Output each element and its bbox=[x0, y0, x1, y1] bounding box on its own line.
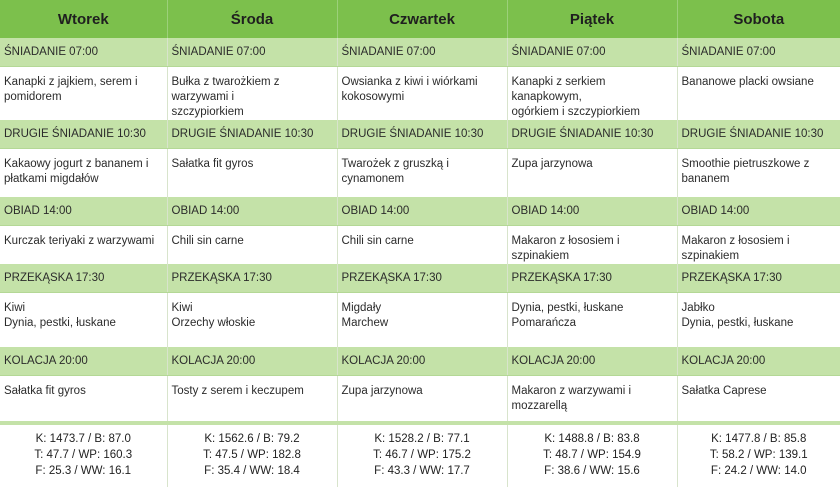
dish-cell bbox=[337, 226, 507, 265]
dish-row bbox=[0, 226, 840, 265]
dish-line: Marchew bbox=[342, 316, 507, 331]
day-header: Piątek bbox=[507, 0, 677, 38]
dish-line: Migdały bbox=[342, 301, 507, 316]
nutrition-row bbox=[0, 425, 840, 487]
meal-label: ŚNIADANIE 07:00 bbox=[507, 38, 677, 67]
dish-cell bbox=[0, 67, 167, 121]
meal-label: OBIAD 14:00 bbox=[167, 197, 337, 226]
nutrition-line: T: 47.5 / WP: 182.8 bbox=[168, 447, 337, 463]
dish-cell bbox=[337, 293, 507, 348]
meal-label: DRUGIE ŚNIADANIE 10:30 bbox=[507, 120, 677, 149]
dish-row bbox=[0, 376, 840, 422]
day-header-row bbox=[0, 0, 840, 38]
nutrition-line: F: 43.3 / WW: 17.7 bbox=[338, 463, 507, 479]
dish-line: Jabłko bbox=[682, 301, 840, 316]
meal-label: PRZEKĄSKA 17:30 bbox=[167, 264, 337, 293]
dish-cell bbox=[677, 67, 840, 121]
dish-line: Owsianka z kiwi i wiórkami bbox=[342, 75, 507, 90]
meal-label: ŚNIADANIE 07:00 bbox=[0, 38, 167, 67]
day-header: Czwartek bbox=[337, 0, 507, 38]
meal-label: DRUGIE ŚNIADANIE 10:30 bbox=[677, 120, 840, 149]
meal-label: OBIAD 14:00 bbox=[337, 197, 507, 226]
dish-line: Zupa jarzynowa bbox=[512, 157, 677, 172]
meal-label: KOLACJA 20:00 bbox=[167, 347, 337, 376]
nutrition-line: F: 24.2 / WW: 14.0 bbox=[678, 463, 840, 479]
meal-label: ŚNIADANIE 07:00 bbox=[677, 38, 840, 67]
dish-cell bbox=[507, 149, 677, 198]
dish-line: Sałatka fit gyros bbox=[172, 157, 337, 172]
nutrition-line: T: 46.7 / WP: 175.2 bbox=[338, 447, 507, 463]
meal-label: PRZEKĄSKA 17:30 bbox=[337, 264, 507, 293]
dish-line: Chili sin carne bbox=[172, 234, 337, 249]
dish-line: Bułka z twarożkiem z warzywami i bbox=[172, 75, 337, 105]
day-header: Środa bbox=[167, 0, 337, 38]
dish-cell bbox=[0, 293, 167, 348]
dish-line: pomidorem bbox=[4, 90, 167, 105]
dish-cell bbox=[337, 67, 507, 121]
dish-line: ogórkiem i szczypiorkiem bbox=[512, 105, 677, 120]
meal-label: ŚNIADANIE 07:00 bbox=[167, 38, 337, 67]
dish-line: Sałatka fit gyros bbox=[4, 384, 167, 399]
dish-cell bbox=[167, 376, 337, 422]
nutrition-line: F: 25.3 / WW: 16.1 bbox=[0, 463, 167, 479]
meal-label-row bbox=[0, 197, 840, 226]
dish-line: Smoothie pietruszkowe z bananem bbox=[682, 157, 840, 187]
meal-label: KOLACJA 20:00 bbox=[507, 347, 677, 376]
dish-cell bbox=[167, 67, 337, 121]
dish-line: Twarożek z gruszką i cynamonem bbox=[342, 157, 507, 187]
dish-line: Makaron z warzywami i mozzarellą bbox=[512, 384, 677, 414]
dish-line: Makaron z łososiem i szpinakiem bbox=[682, 234, 840, 264]
dish-line: Tosty z serem i keczupem bbox=[172, 384, 337, 399]
meal-label: DRUGIE ŚNIADANIE 10:30 bbox=[0, 120, 167, 149]
dish-row bbox=[0, 293, 840, 348]
dish-cell bbox=[677, 149, 840, 198]
meal-label: PRZEKĄSKA 17:30 bbox=[677, 264, 840, 293]
day-header: Sobota bbox=[677, 0, 840, 38]
dish-cell bbox=[0, 226, 167, 265]
meal-label-row bbox=[0, 347, 840, 376]
nutrition-line: F: 35.4 / WW: 18.4 bbox=[168, 463, 337, 479]
dish-cell bbox=[507, 67, 677, 121]
meal-label-row bbox=[0, 38, 840, 67]
nutrition-cell bbox=[337, 425, 507, 487]
dish-line: Dynia, pestki, łuskane bbox=[682, 316, 840, 331]
dish-line: Zupa jarzynowa bbox=[342, 384, 507, 399]
dish-cell bbox=[337, 149, 507, 198]
nutrition-cell bbox=[0, 425, 167, 487]
nutrition-line: K: 1477.8 / B: 85.8 bbox=[678, 431, 840, 447]
dish-cell bbox=[507, 226, 677, 265]
nutrition-line: F: 38.6 / WW: 15.6 bbox=[508, 463, 677, 479]
day-header: Wtorek bbox=[0, 0, 167, 38]
dish-cell bbox=[0, 149, 167, 198]
dish-line: Dynia, pestki, łuskane bbox=[512, 301, 677, 316]
nutrition-line: K: 1473.7 / B: 87.0 bbox=[0, 431, 167, 447]
meal-label: OBIAD 14:00 bbox=[507, 197, 677, 226]
dish-row bbox=[0, 67, 840, 121]
dish-cell bbox=[337, 376, 507, 422]
meal-label: KOLACJA 20:00 bbox=[337, 347, 507, 376]
dish-line: Sałatka Caprese bbox=[682, 384, 840, 399]
dish-line: Chili sin carne bbox=[342, 234, 507, 249]
dish-line: Dynia, pestki, łuskane bbox=[4, 316, 167, 331]
meal-label: KOLACJA 20:00 bbox=[0, 347, 167, 376]
nutrition-line: K: 1562.6 / B: 79.2 bbox=[168, 431, 337, 447]
meal-label-row bbox=[0, 264, 840, 293]
meal-label: KOLACJA 20:00 bbox=[677, 347, 840, 376]
nutrition-line: T: 58.2 / WP: 139.1 bbox=[678, 447, 840, 463]
nutrition-line: T: 47.7 / WP: 160.3 bbox=[0, 447, 167, 463]
dish-line: Kurczak teriyaki z warzywami bbox=[4, 234, 167, 249]
meal-label: DRUGIE ŚNIADANIE 10:30 bbox=[167, 120, 337, 149]
dish-cell bbox=[507, 293, 677, 348]
dish-line: Bananowe placki owsiane bbox=[682, 75, 840, 90]
dish-cell bbox=[677, 293, 840, 348]
dish-cell bbox=[0, 376, 167, 422]
dish-line: Kiwi bbox=[172, 301, 337, 316]
nutrition-line: K: 1528.2 / B: 77.1 bbox=[338, 431, 507, 447]
nutrition-cell bbox=[677, 425, 840, 487]
dish-line: Kanapki z jajkiem, serem i bbox=[4, 75, 167, 90]
dish-line: Pomarańcza bbox=[512, 316, 677, 331]
dish-cell bbox=[167, 149, 337, 198]
meal-label-row bbox=[0, 120, 840, 149]
dish-cell bbox=[507, 376, 677, 422]
dish-line: płatkami migdałów bbox=[4, 172, 167, 187]
nutrition-cell bbox=[167, 425, 337, 487]
dish-row bbox=[0, 149, 840, 198]
nutrition-cell bbox=[507, 425, 677, 487]
dish-line: Kanapki z serkiem kanapkowym, bbox=[512, 75, 677, 105]
dish-line: Makaron z łososiem i szpinakiem bbox=[512, 234, 677, 264]
dish-cell bbox=[167, 293, 337, 348]
dish-line: Orzechy włoskie bbox=[172, 316, 337, 331]
meal-label: OBIAD 14:00 bbox=[0, 197, 167, 226]
dish-line: szczypiorkiem bbox=[172, 105, 337, 120]
nutrition-line: K: 1488.8 / B: 83.8 bbox=[508, 431, 677, 447]
dish-line: Kiwi bbox=[4, 301, 167, 316]
dish-line: kokosowymi bbox=[342, 90, 507, 105]
meal-label: PRZEKĄSKA 17:30 bbox=[0, 264, 167, 293]
dish-line: Kakaowy jogurt z bananem i bbox=[4, 157, 167, 172]
dish-cell bbox=[167, 226, 337, 265]
meal-label: PRZEKĄSKA 17:30 bbox=[507, 264, 677, 293]
meal-label: OBIAD 14:00 bbox=[677, 197, 840, 226]
meal-label: DRUGIE ŚNIADANIE 10:30 bbox=[337, 120, 507, 149]
meal-label: ŚNIADANIE 07:00 bbox=[337, 38, 507, 67]
dish-cell bbox=[677, 376, 840, 422]
dish-cell bbox=[677, 226, 840, 265]
nutrition-line: T: 48.7 / WP: 154.9 bbox=[508, 447, 677, 463]
